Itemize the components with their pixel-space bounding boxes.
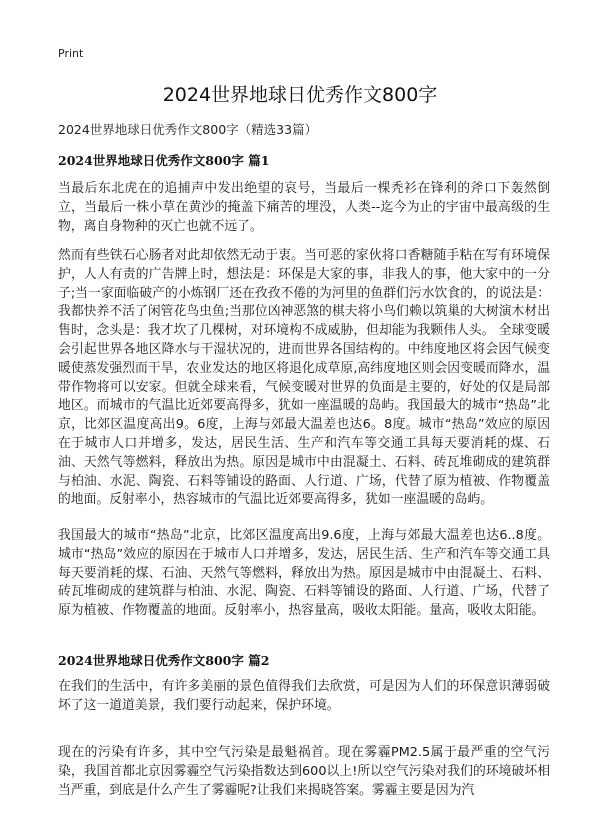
- section-heading-1: 2024世界地球日优秀作文800字 篇1: [58, 153, 270, 168]
- paragraph: 在我们的生活中，有许多美丽的景色值得我们去欣赏，可是因为人们的环保意识薄弱破坏了这一道道美景，我们要行动起来，保护环境。: [58, 679, 550, 713]
- page-title: 2024世界地球日优秀作文800字: [162, 84, 438, 106]
- print-link[interactable]: Print: [58, 47, 84, 60]
- page-subtitle: 2024世界地球日优秀作文800字（精选33篇）: [58, 122, 318, 137]
- section-heading-2: 2024世界地球日优秀作文800字 篇2: [58, 653, 270, 668]
- paragraph: 我国最大的城市“热岛”北京，比郊区温度高出9.6度，上海与郊最大温差也达6..8度。城市“热岛”效应的原因在于城市人口并增多，发达，居民生活、生产和汽车等交通工具每天要消耗的煤、石油、天然气等燃料，释放出为热。原因是城市中由混凝土、石料、砖瓦堆砌成的建筑群与柏油、水泥、陶瓷、石料等铺设的路面、人行道、广场，代替了原为植被、作物覆盖的地面。反射率小，热容量高，吸收太阳能。量高，吸收太阳能。: [58, 528, 550, 619]
- paragraph: 现在的污染有许多，其中空气污染是最魁祸首。现在雾霾PM2.5属于最严重的空气污染，我国首都北京因雾霾空气污染指数达到600以上!所以空气污染对我们的环境破坏相当严重，到底是什么产生了雾霾呢?让我们来揭晓答案。雾霾主要是因为汽: [58, 745, 550, 798]
- paragraph: 当最后东北虎在的追捕声中发出绝望的哀号，当最后一棵秃衫在锋利的斧口下轰然倒立，当最后一株小草在黄沙的掩盖下痛苦的埋没，人类--迄今为止的宇宙中最高级的生物，离自身物种的灭亡也就不远了。: [58, 181, 550, 234]
- paragraph: 然而有些铁石心肠者对此却依然无动于衷。当可恶的家伙将口香糖随手粘在写有环境保护，人人有责的广告牌上时，想法是：环保是大家的事，非我人的事，他大家中的一分子;当一家面临破产的小炼钢厂还在孜孜不倦的为河里的鱼群们污水饮食的，的说法是：我都快养不活了闲管花鸟虫鱼;当那位凶神恶煞的棋夫将小鸟们赖以筑巢的大树演木材出售时，念头是：我才坎了几棵树，对环境构不成威胁，但却能为我颗伟人头。 全球变暖会引起世界各地区降水与干湿状况的，进而世界各国结构的。中纬度地区将会因气候变暖使蒸发强烈而干旱，农业发达的地区将退化成草原,高纬度地区则会因变暖而降水，温带作物将可以安家。但就全球来看，气候变暖对世界的负面是主要的，好处的仅是局部地区。而城市的气温比近郊要高得多，犹如一座温暖的岛屿。我国最大的城市“热岛”北京，比郊区温度高出9。6度，上海与郊最大温差也达6。8度。城市“热岛”效应的原因在于城市人口并增多，发达，居民生活、生产和汽车等交通工具每天要消耗的煤、石油、天然气等燃料，释放出为热。原因是城市中由混凝土、石料、砖瓦堆砌成的建筑群与柏油、水泥、陶瓷、石料等铺设的路面、人行道、广场，代替了原为植被、作物覆盖的地面。反射率小，热容城市的气温比近郊要高得多，犹如一座温暖的岛屿。: [58, 248, 550, 508]
